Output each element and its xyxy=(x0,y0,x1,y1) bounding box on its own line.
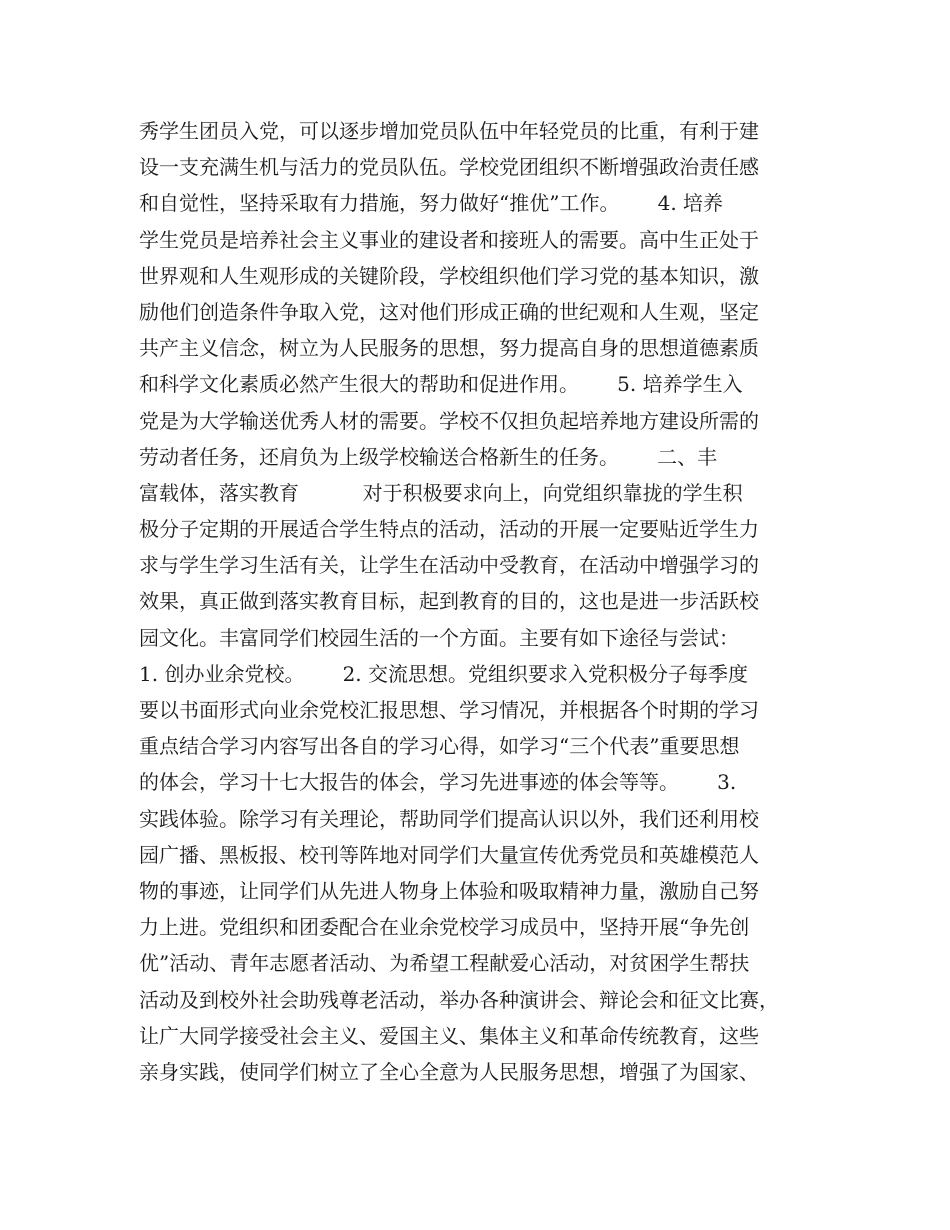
text-line: 励他们创造条件争取入党，这对他们形成正确的世纪观和人生观，坚定 xyxy=(139,299,759,324)
text-line: 1. 创办业余党校。 2. 交流思想。党组织要求入党积极分子每季度 xyxy=(139,661,749,686)
body-text xyxy=(139,113,819,1090)
text-line: 富载体，落实教育 对于积极要求向上，向党组织靠拢的学生积 xyxy=(139,480,743,505)
text-line: 和科学文化素质必然产生很大的帮助和促进作用。 5. 培养学生入 xyxy=(139,372,743,397)
text-line: 实践体验。除学习有关理论，帮助同学们提高认识以外，我们还利用校 xyxy=(139,806,759,831)
text-line: 重点结合学习内容写出各自的学习心得，如学习“三个代表”重要思想 xyxy=(139,734,740,759)
text-line: 共产主义信念，树立为人民服务的思想，努力提高自身的思想道德素质 xyxy=(139,336,759,361)
text-line: 党是为大学输送优秀人材的需要。学校不仅担负起培养地方建设所需的 xyxy=(139,408,759,433)
text-line: 的体会，学习十七大报告的体会，学习先进事迹的体会等等。 3. xyxy=(139,770,737,795)
text-line: 极分子定期的开展适合学生特点的活动，活动的开展一定要贴近学生力 xyxy=(139,517,759,542)
text-line: 力上进。党组织和团委配合在业余党校学习成员中，坚持开展“争先创 xyxy=(139,915,750,940)
text-line: 园文化。丰富同学们校园生活的一个方面。主要有如下途径与尝试： xyxy=(139,625,739,650)
text-line: 优”活动、青年志愿者活动、为希望工程献爱心活动，对贫困学生帮扶 xyxy=(139,951,750,976)
text-line: 世界观和人生观形成的关键阶段，学校组织他们学习党的基本知识，激 xyxy=(139,263,759,288)
text-line: 要以书面形式向业余党校汇报思想、学习情况，并根据各个时期的学习 xyxy=(139,698,759,722)
text-line: 让广大同学接受社会主义、爱国主义、集体主义和革命传统教育，这些 xyxy=(139,1023,759,1048)
text-line: 和自觉性，坚持采取有力措施，努力做好“推优”工作。 4. 培养 xyxy=(139,191,724,216)
text-line: 秀学生团员入党，可以逐步增加党员队伍中年轻党员的比重，有利于建 xyxy=(139,119,759,143)
text-line: 亲身实践，使同学们树立了全心全意为人民服务思想，增强了为国家、 xyxy=(139,1059,759,1084)
text-line: 物的事迹，让同学们从先进人物身上体验和吸取精神力量，激励自己努 xyxy=(139,878,759,903)
text-line: 效果，真正做到落实教育目标，起到教育的目的，这也是进一步活跃校 xyxy=(139,589,759,614)
text-line: 园广播、黑板报、校刊等阵地对同学们大量宣传优秀党员和英雄模范人 xyxy=(139,842,759,867)
text-line: 设一支充满生机与活力的党员队伍。学校党团组织不断增强政治责任感 xyxy=(139,155,759,180)
text-line: 活动及到校外社会助残尊老活动，举办各种演讲会、辩论会和征文比赛， xyxy=(139,987,779,1012)
text-line: 求与学生学习生活有关，让学生在活动中受教育，在活动中增强学习的 xyxy=(139,553,759,578)
text-line: 劳动者任务，还肩负为上级学校输送合格新生的任务。 二、丰 xyxy=(139,444,718,469)
text-line: 学生党员是培养社会主义事业的建设者和接班人的需要。高中生正处于 xyxy=(139,227,759,252)
